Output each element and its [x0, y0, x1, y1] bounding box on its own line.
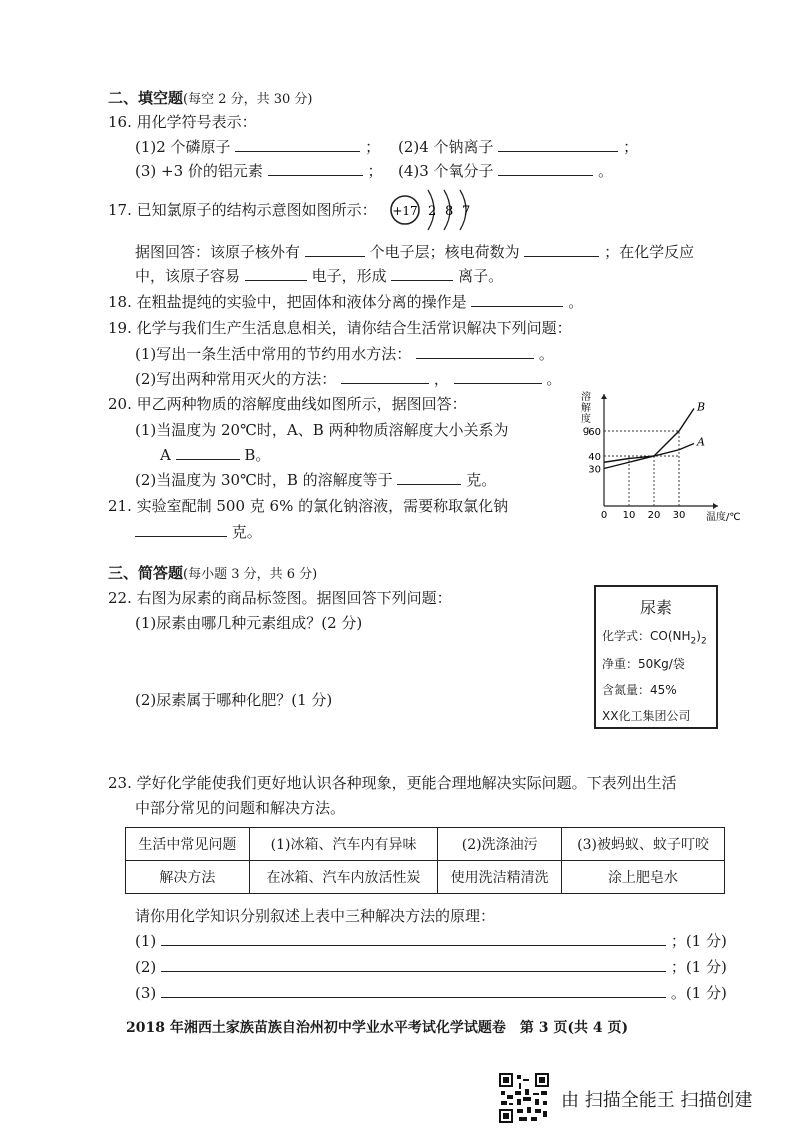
- y-axis-label-char: 溶: [581, 392, 591, 403]
- section-3-header: 三、简答题(每小题 3 分，共 6 分): [108, 564, 318, 582]
- shell-count-1: 2: [428, 204, 437, 219]
- urea-formula-row: 化学式：$CO(NH_2)_2$: [602, 629, 707, 647]
- urea-company-row: XX化工集团公司: [602, 709, 691, 724]
- q17-line1: 据图回答：该原子核外有 个电子层；核电荷数为 ；在化学反应: [135, 243, 695, 261]
- q17-stem: 17. 已知氯原子的结构示意图如图所示：: [108, 201, 377, 219]
- q16-d: (4)3 个氧分子 。: [398, 162, 614, 180]
- urea-weight-row: 净重：50Kg/袋: [602, 657, 685, 672]
- y-axis-label-char: 解: [581, 403, 591, 414]
- q17-charge-blank[interactable]: [524, 242, 599, 257]
- q23-prompt: 请你用化学知识分别叙述上表中三种解决方法的原理：: [135, 907, 496, 925]
- q16-a-blank[interactable]: [235, 137, 360, 152]
- page-footer: 2018 年湘西土家族苗族自治州初中学业水平考试化学试题卷 第 3 页(共 4 页): [126, 1020, 629, 1036]
- q17-gain-lose-blank[interactable]: [245, 266, 307, 281]
- q17-ion-blank[interactable]: [391, 266, 453, 281]
- series-line-A: [604, 444, 694, 463]
- q21-line1: 21. 实验室配制 500 克 6% 的氯化钠溶液，需要称取氯化钠: [108, 497, 509, 515]
- q22-stem: 22. 右图为尿素的商品标签图。据图回答下列问题：: [108, 589, 452, 607]
- qr-code-icon: [499, 1073, 549, 1123]
- y-axis-label-char: 度: [581, 414, 591, 425]
- urea-product-label: [594, 585, 718, 729]
- q22-a: (1)尿素由哪几种元素组成？(2 分): [135, 614, 363, 632]
- urea-nitrogen-row: 含氮量：45%: [602, 683, 677, 698]
- q22-b: (2)尿素属于哪种化肥？(1 分): [135, 691, 333, 709]
- q20-stem: 20. 甲乙两种物质的溶解度曲线如图所示，据图回答：: [108, 395, 467, 413]
- q20-a1: (1)当温度为 20℃时，A、B 两种物质溶解度大小关系为: [135, 421, 509, 439]
- q20-b-blank[interactable]: [397, 470, 461, 485]
- series-label-A: A: [697, 435, 705, 449]
- x-tick-label: 20: [647, 510, 661, 521]
- x-tick-label: 0: [600, 510, 608, 521]
- x-axis-label: 温度/℃: [706, 512, 741, 523]
- solubility-curve-chart: [574, 388, 741, 523]
- q20-a2: A B。: [160, 446, 271, 464]
- table-cell: 在冰箱、汽车内放活性炭: [249, 861, 438, 894]
- scanner-watermark-text: 由 扫描全能王 扫描创建: [561, 1090, 753, 1111]
- x-axis-arrow: [713, 503, 718, 509]
- q19-b-blank-1[interactable]: [341, 369, 429, 384]
- q17-layers-blank[interactable]: [305, 242, 365, 257]
- table-cell: 使用洗洁精清洗: [438, 861, 562, 894]
- chlorine-atom-diagram: [388, 186, 498, 236]
- y-axis-arrow: [601, 394, 607, 399]
- series-label-B: B: [697, 400, 706, 414]
- table-cell: (1)冰箱、汽车内有异味: [249, 828, 438, 861]
- shell-count-3: 7: [462, 204, 471, 219]
- q16-b: (2)4 个钠离子 ；: [398, 138, 639, 156]
- series-line-B: [604, 409, 694, 469]
- table-cell: 解决方法: [126, 861, 250, 894]
- q23-answer-2-blank[interactable]: [161, 957, 666, 972]
- q17-line2: 中，该原子容易 电子，形成 离子。: [135, 267, 504, 285]
- x-tick-label: 30: [672, 510, 686, 521]
- x-tick-label: 10: [622, 510, 636, 521]
- y-axis-label-char: g: [582, 425, 590, 436]
- shell-count-2: 8: [445, 204, 454, 219]
- y-tick-label: 60: [588, 427, 601, 438]
- table-row: [126, 861, 725, 894]
- q18: 18. 在粗盐提纯的实验中，把固体和液体分离的操作是 。: [108, 293, 584, 311]
- q16-stem: 16. 用化学符号表示：: [108, 113, 257, 131]
- q23-answer-1: (1) ；(1 分): [135, 932, 727, 950]
- table-cell: (2)洗涤油污: [438, 828, 562, 861]
- q23-line1: 23. 学好化学能使我们更好地认识各种现象，更能合理地解决实际问题。下表列出生活: [108, 774, 677, 792]
- q20-b: (2)当温度为 30℃时，B 的溶解度等于 克。: [135, 471, 497, 489]
- q20-a-blank[interactable]: [176, 445, 240, 460]
- q16-b-blank[interactable]: [498, 137, 618, 152]
- q19-b: (2)写出两种常用灭火的方法： ， 。: [135, 370, 562, 388]
- q23-line2: 中部分常见的问题和解决方法。: [135, 799, 346, 817]
- urea-label-title: 尿素: [639, 598, 672, 617]
- section-2-header: 二、填空题(每空 2 分，共 30 分): [108, 89, 313, 107]
- q23-answer-3: (3) 。(1 分): [135, 984, 727, 1002]
- q16-c-blank[interactable]: [268, 161, 363, 176]
- table-cell: 生活中常见问题: [126, 828, 250, 861]
- y-tick-label: 40: [588, 452, 601, 463]
- q16-d-blank[interactable]: [498, 161, 593, 176]
- table-row: [126, 828, 725, 861]
- q21-line2: 克。: [135, 522, 262, 542]
- q16-c: (3) +3 价的铝元素 ；: [135, 162, 383, 180]
- q23-answer-1-blank[interactable]: [161, 931, 666, 946]
- table-cell: 涂上肥皂水: [562, 861, 725, 894]
- nucleus-charge: +17: [392, 204, 418, 218]
- q19-a-blank[interactable]: [416, 344, 534, 359]
- y-tick-label: 30: [588, 464, 601, 476]
- q16-a: (1)2 个磷原子 ；: [135, 138, 381, 156]
- q19-stem: 19. 化学与我们生产生活息息相关，请你结合生活常识解决下列问题：: [108, 319, 572, 337]
- q19-a: (1)写出一条生活中常用的节约用水方法： 。: [135, 345, 554, 363]
- q21-blank[interactable]: [135, 522, 227, 537]
- q19-b-blank-2[interactable]: [454, 369, 542, 384]
- q23-answer-3-blank[interactable]: [161, 983, 666, 998]
- q23-answer-2: (2) ；(1 分): [135, 958, 727, 976]
- problems-solutions-table: [125, 827, 725, 894]
- q18-blank[interactable]: [471, 292, 563, 307]
- table-cell: (3)被蚂蚁、蚊子叮咬: [562, 828, 725, 861]
